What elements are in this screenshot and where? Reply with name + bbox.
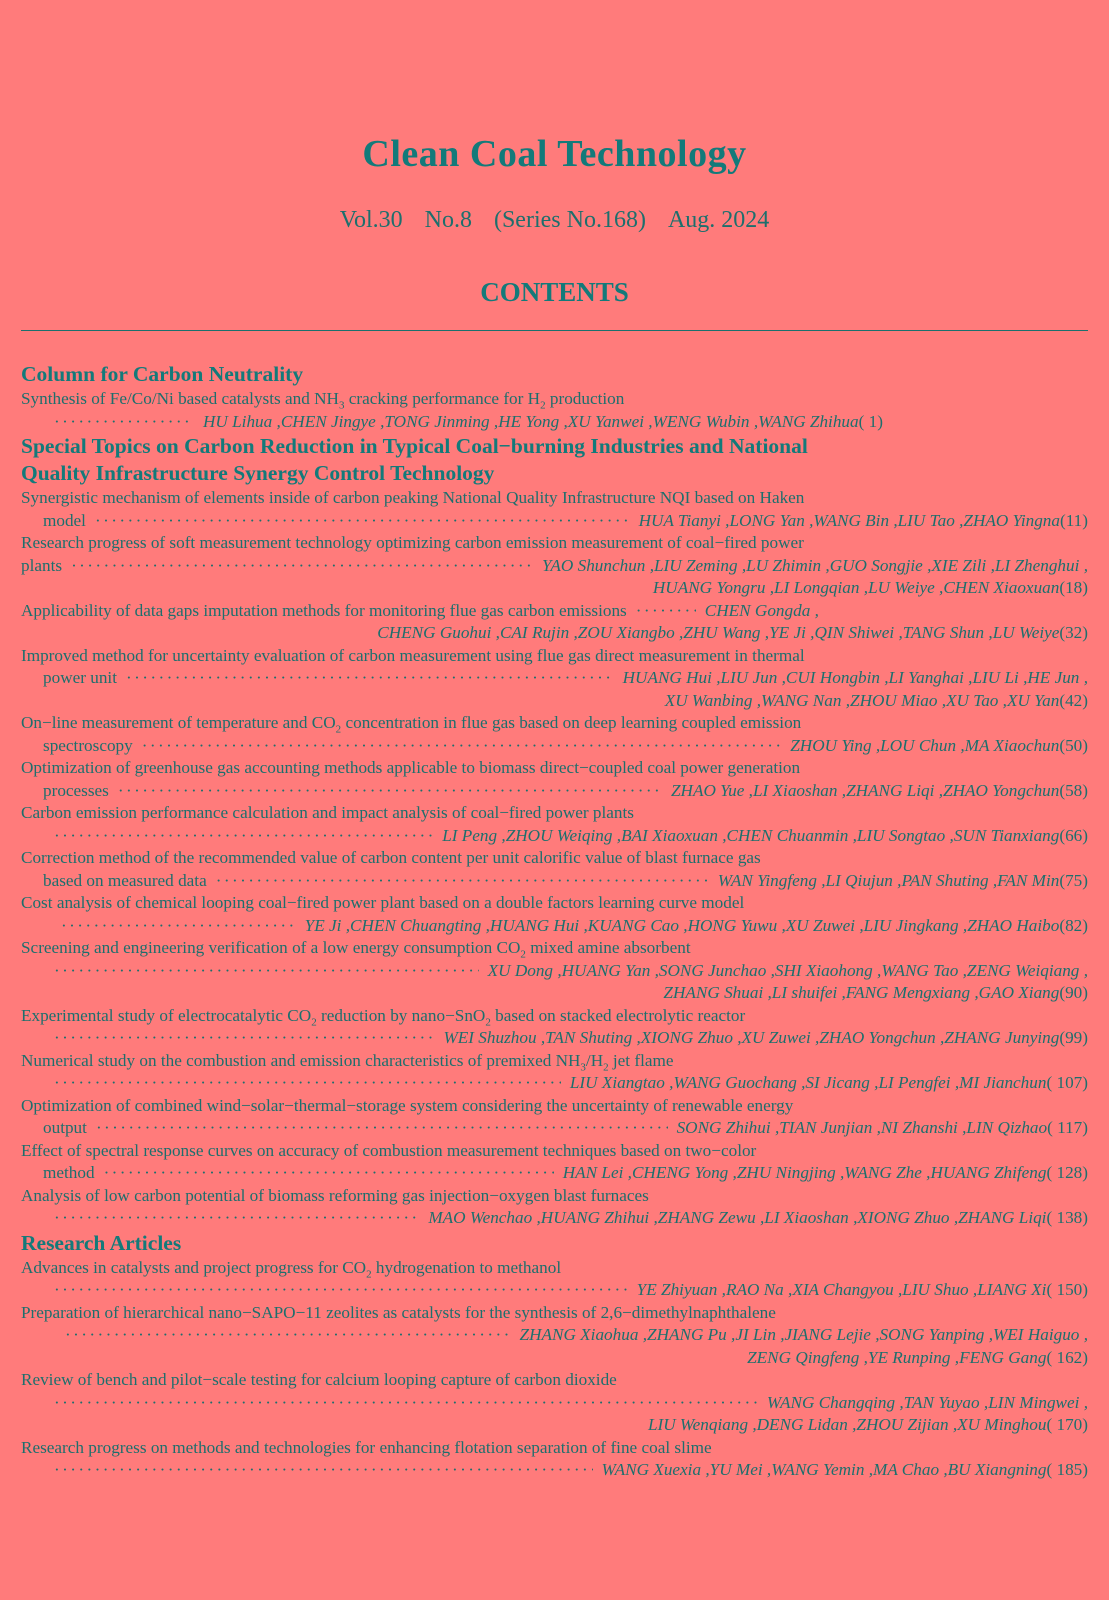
entry-title: Carbon emission performance calculation and impact analysis of coal−fired power plants <box>21 803 634 822</box>
entry-title: Synthesis of Fe/Co/Ni based catalysts and $NH_3$ cracking performance for $H_2$ production <box>21 389 625 412</box>
toc-entry[interactable] <box>21 1185 1088 1230</box>
dot-leader <box>96 1117 668 1140</box>
dot-leader <box>61 915 296 938</box>
entry-title: Cost analysis of chemical looping coal−fired power plant based on a double factors learning curve model <box>21 893 745 912</box>
toc-entry[interactable] <box>21 802 1088 847</box>
dot-leader <box>54 411 194 434</box>
entry-authors-cont: ZENG Qingfeng ,YE Runping ,FENG Gang( 162) <box>747 1347 1088 1367</box>
dot-leader <box>95 510 630 533</box>
series: (Series No.168) <box>493 207 646 233</box>
toc-entry[interactable] <box>21 847 1088 892</box>
entry-authors: ····· WANG Xuexia ,YU Mei ,WANG Yemin ,MA Chao ,BU Xiangning ( 185) <box>21 1459 1088 1482</box>
section-heading: Research Articles <box>21 1230 182 1255</box>
entry-title: Experimental study of electrocatalytic $CO_2$ reduction by nano−SnO$_2$ based on stacked electrolytic reactor <box>21 1005 746 1028</box>
section-heading: Quality Infrastructure Synergy Control Technology <box>21 461 495 485</box>
dot-leader <box>65 1324 511 1347</box>
entry-authors: ····· XU Dong ,HUANG Yan ,SONG Junchao ,SHI Xiaohong ,WANG Tao ,ZENG Weiqiang , <box>21 960 1088 983</box>
entry-authors: ····· LI Peng ,ZHOU Weiqing ,BAI Xiaoxuan ,CHEN Chuanmin ,LIU Songtao ,SUN Tianxiang (66) <box>21 825 1088 848</box>
entry-authors-cont: XU Wanbing ,WANG Nan ,ZHOU Miao ,XU Tao ,XU Yan(42) <box>664 690 1088 710</box>
entry-title: Research progress on methods and technologies for enhancing flotation separation of fine coal slime <box>21 1437 712 1457</box>
number: No.8 <box>424 207 472 233</box>
entry-authors: ····· MAO Wenchao ,HUANG Zhihui ,ZHANG Zewu ,LI Xiaoshan ,XIONG Zhuo ,ZHANG Liqi ( 138) <box>21 1207 1088 1230</box>
entry-authors: model ····· HUA Tianyi ,LONG Yan ,WANG Bin ,LIU Tao ,ZHAO Yingna (11) <box>21 510 1088 533</box>
dot-leader <box>126 667 614 690</box>
dot-leader <box>54 1207 419 1230</box>
entry-title: Synergistic mechanism of elements inside of carbon peaking National Quality Infrastructure NQI based on Haken <box>21 488 805 507</box>
entry-title: Correction method of the recommended value of carbon content per unit calorific value of blast furnace gas <box>21 848 761 867</box>
dot-leader <box>71 555 533 578</box>
dot-leader <box>142 735 782 758</box>
entry-title: Effect of spectral response curves on accuracy of combustion measurement techniques based on two−color <box>21 1140 757 1160</box>
section-heading: Column for Carbon Neutrality <box>21 362 304 386</box>
dot-leader <box>54 1027 434 1050</box>
toc-entry[interactable] <box>21 1369 1088 1437</box>
entry-title: Advances in catalysts and project progress for $CO_2$ hydrogenation to methanol <box>21 1257 562 1280</box>
toc-entry[interactable] <box>21 1437 1088 1482</box>
toc-entry[interactable] <box>21 487 1088 532</box>
toc-entry[interactable] <box>21 892 1088 937</box>
issue-line <box>0 207 1109 234</box>
section-heading: Special Topics on Carbon Reduction in Typical Coal−burning Industries and National <box>21 434 808 458</box>
entry-authors-cont: HUANG Yongru ,LI Longqian ,LU Weiye ,CHEN Xiaoxuan(18) <box>652 578 1088 597</box>
contents-heading: CONTENTS <box>480 277 629 307</box>
entry-title: Review of bench and pilot−scale testing for calcium looping capture of carbon dioxide <box>21 1370 617 1389</box>
journal-title: Clean Coal Technology <box>362 133 747 175</box>
entry-title: Optimization of combined wind−solar−thermal−storage system considering the uncertainty of renewable energy <box>21 1095 794 1115</box>
dot-leader <box>118 780 662 803</box>
dot-leader <box>54 1072 561 1095</box>
toc-entry[interactable] <box>21 532 1088 600</box>
toc-entry[interactable] <box>21 388 1088 433</box>
dot-leader <box>216 870 709 893</box>
toc-entry[interactable] <box>21 937 1088 1005</box>
toc-entry[interactable] <box>21 1005 1088 1050</box>
toc-entry[interactable] <box>21 1302 1088 1370</box>
entry-authors: processes ····· ZHAO Yue ,LI Xiaoshan ,ZHANG Liqi ,ZHAO Yongchun (58) <box>21 780 1088 803</box>
toc-entry[interactable] <box>21 645 1088 713</box>
entry-title: Improved method for uncertainty evaluation of carbon measurement using flue gas direct measurement in thermal <box>21 645 805 665</box>
dot-leader <box>104 1162 554 1185</box>
dot-leader <box>54 960 479 983</box>
toc-entry[interactable] <box>21 1050 1088 1095</box>
entry-title: Applicability of data gaps imputation methods for monitoring flue gas carbon emissions ····· CHEN Gongda , <box>21 600 1088 623</box>
toc-entry[interactable] <box>21 1257 1088 1302</box>
entry-title: Research progress of soft measurement technology optimizing carbon emission measurement of coal−fired power <box>21 533 804 552</box>
entry-authors: ····· LIU Xiangtao ,WANG Guochang ,SI Jicang ,LI Pengfei ,MI Jianchun ( 107) <box>21 1072 1088 1095</box>
entry-authors-cont: LIU Wenqiang ,DENG Lidan ,ZHOU Zijian ,XU Minghou( 170) <box>647 1415 1088 1434</box>
dot-leader <box>54 1392 758 1415</box>
entry-authors: ····· YE Zhiyuan ,RAO Na ,XIA Changyou ,LIU Shuo ,LIANG Xi ( 150) <box>21 1279 1088 1302</box>
date: Aug. 2024 <box>667 207 770 233</box>
entry-authors: method ····· HAN Lei ,CHENG Yong ,ZHU Ningjing ,WANG Zhe ,HUANG Zhifeng ( 128) <box>21 1162 1088 1185</box>
toc-entry[interactable] <box>21 1095 1088 1140</box>
entry-title: Preparation of hierarchical nano−SAPO−11 zeolites as catalysts for the synthesis of 2,6−dimethylnaphthalene <box>21 1302 776 1322</box>
toc-entry[interactable] <box>21 757 1088 802</box>
entry-title: Analysis of low carbon potential of biomass reforming gas injection−oxygen blast furnaces <box>21 1185 649 1205</box>
divider <box>21 330 1088 331</box>
entry-authors: power unit ····· HUANG Hui ,LIU Jun ,CUI Hongbin ,LI Yanghai ,LIU Li ,HE Jun , <box>21 667 1088 690</box>
entry-authors: spectroscopy ····· ZHOU Ying ,LOU Chun ,MA Xiaochun (50) <box>21 735 1088 758</box>
entry-title: Optimization of greenhouse gas accounting methods applicable to biomass direct−coupled coal power generation <box>21 758 801 777</box>
volume: Vol.30 <box>339 207 403 233</box>
entry-title: Numerical study on the combustion and emission characteristics of premixed $NH_3/H_2$ jet flame <box>21 1050 674 1073</box>
toc-entry[interactable] <box>21 600 1088 645</box>
entry-authors: ····· WANG Changqing ,TAN Yuyao ,LIN Mingwei , <box>21 1392 1088 1415</box>
entry-authors: based on measured data ····· WAN Yingfeng ,LI Qiujun ,PAN Shuting ,FAN Min (75) <box>21 870 1088 893</box>
entry-authors-cont: CHENG Guohui ,CAI Rujin ,ZOU Xiangbo ,ZHU Wang ,YE Ji ,QIN Shiwei ,TANG Shun ,LU Weiye(32) <box>377 623 1088 642</box>
dot-leader <box>636 600 696 623</box>
table-of-contents <box>21 361 1088 1482</box>
entry-title: Screening and engineering verification of a low energy consumption $CO_2$ mixed amine absorbent <box>21 938 691 961</box>
entry-authors: ····· WEI Shuzhou ,TAN Shuting ,XIONG Zhuo ,XU Zuwei ,ZHAO Yongchun ,ZHANG Junying (99) <box>21 1027 1088 1050</box>
entry-authors: ····· YE Ji ,CHEN Chuangting ,HUANG Hui ,KUANG Cao ,HONG Yuwu ,XU Zuwei ,LIU Jingkang ,ZHAO Haibo (82) <box>21 915 1088 938</box>
dot-leader <box>54 1459 593 1482</box>
toc-entry[interactable] <box>21 1140 1088 1185</box>
entry-authors: ····· ZHANG Xiaohua ,ZHANG Pu ,JI Lin ,JIANG Lejie ,SONG Yanping ,WEI Haiguo , <box>21 1324 1088 1347</box>
dot-leader <box>54 1279 628 1302</box>
entry-authors: output ····· SONG Zhihui ,TIAN Junjian ,NI Zhanshi ,LIN Qizhao ( 117) <box>21 1117 1088 1140</box>
entry-title: On−line measurement of temperature and $CO_2$ concentration in flue gas based on deep learning coupled emission <box>21 713 802 736</box>
dot-leader <box>54 825 433 848</box>
entry-authors: ····· HU Lihua ,CHEN Jingye ,TONG Jinming ,HE Yong ,XU Yanwei ,WENG Wubin ,WANG Zhihua ( 1) <box>21 411 1088 434</box>
toc-entry[interactable] <box>21 712 1088 757</box>
entry-authors-cont: ZHANG Shuai ,LI shuifei ,FANG Mengxiang ,GAO Xiang(90) <box>663 983 1088 1002</box>
entry-authors: plants ····· YAO Shunchun ,LIU Zeming ,LU Zhimin ,GUO Songjie ,XIE Zili ,LI Zhenghui , <box>21 555 1088 578</box>
